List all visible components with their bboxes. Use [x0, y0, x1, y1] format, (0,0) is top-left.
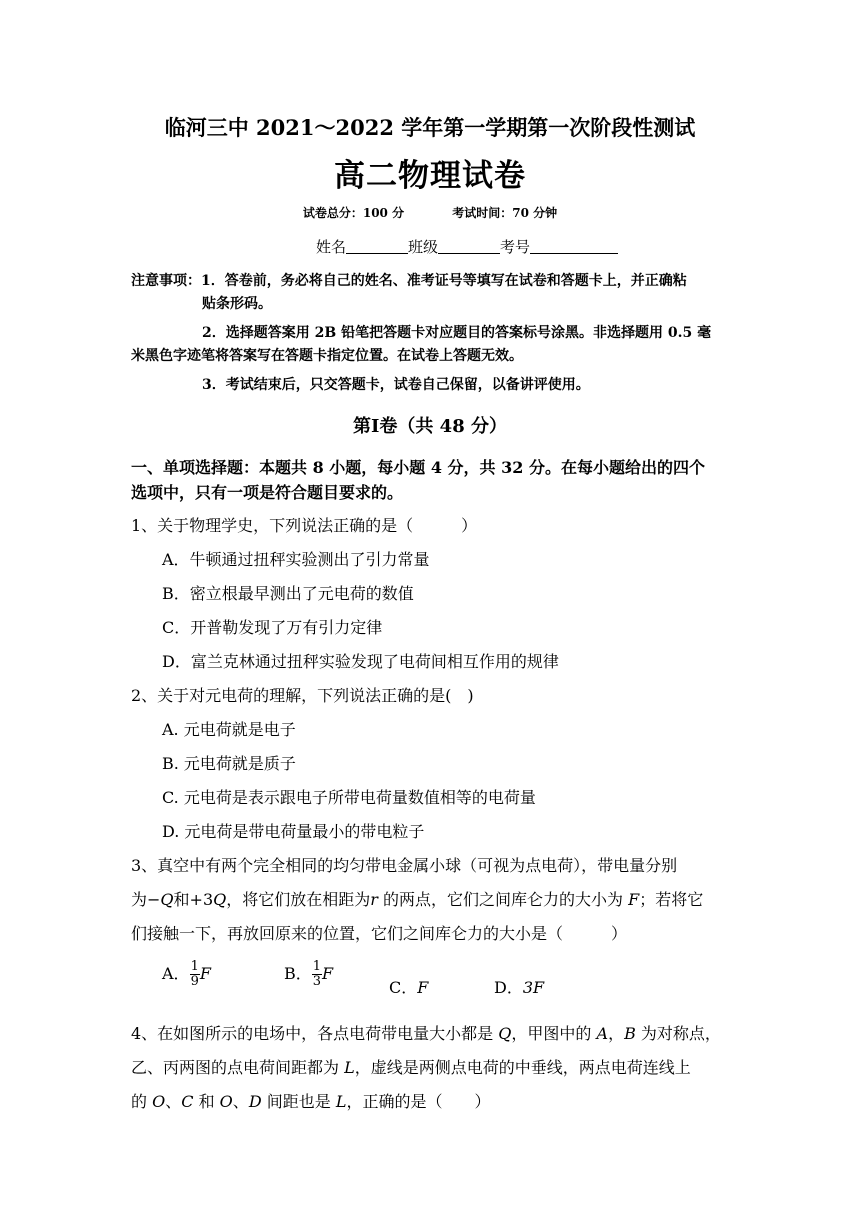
exam-time: 考试时间：70 分钟 — [452, 206, 558, 220]
q4-var-b: B — [624, 1024, 636, 1043]
q4-text: 的 — [131, 1092, 153, 1111]
q3-var-q: Q — [160, 890, 174, 909]
q4-var-l: L — [335, 1092, 347, 1111]
notice-item1-text: 1．答卷前，务必将自己的姓名、准考证号等填写在试卷和答题卡上，并正确粘 — [201, 273, 687, 289]
q4-var-c: C — [181, 1092, 194, 1111]
q3-option-c — [389, 975, 428, 998]
q1-option-c: C．开普勒发现了万有引力定律 — [162, 618, 383, 637]
fraction-numerator: 1 — [190, 959, 199, 974]
q3-text: 和+3 — [173, 890, 214, 909]
q4-text: 乙、丙两图的点电荷间距都为 — [131, 1058, 345, 1077]
q4-var-d: D — [248, 1092, 262, 1111]
class-label: 班级 — [408, 238, 439, 256]
notice-item2-a: 2．选择题答案用 2B 铅笔把答题卡对应题目的答案标号涂黑。非选择题用 0.5 毫 — [202, 325, 712, 341]
option-label: B． — [284, 964, 312, 983]
q4-text: 间距也是 — [261, 1092, 336, 1111]
section-one-b: 选项中，只有一项是符合题目要求的。 — [131, 483, 404, 502]
q4-text: ， — [608, 1024, 625, 1043]
q2-option-a: A. 元电荷就是电子 — [162, 720, 296, 739]
option-label: A． — [162, 964, 190, 983]
q3-option-d — [494, 975, 544, 998]
q4-text: ，甲图中的 — [511, 1024, 597, 1043]
part1-heading: 第Ⅰ卷（共 48 分） — [352, 416, 507, 437]
q3-var-f: F — [628, 890, 640, 909]
q4-text: 为对称点， — [635, 1024, 721, 1043]
student-id-line — [316, 236, 618, 257]
number-label: 考号 — [500, 238, 531, 256]
q3-var-q: Q — [213, 890, 227, 909]
q3-line3: 们接触一下，再放回原来的位置，它们之间库仑力的大小是（ ） — [131, 924, 628, 943]
q4-text: 、 — [232, 1092, 249, 1111]
q4-var-q: Q — [498, 1024, 512, 1043]
q4-text: 和 — [193, 1092, 220, 1111]
notice-label: 注意事项： — [131, 273, 201, 289]
q4-var-o: O — [219, 1092, 233, 1111]
q2-option-b: B. 元电荷就是质子 — [162, 754, 296, 773]
fraction — [190, 960, 200, 989]
q3-text: 为− — [131, 890, 161, 909]
q2-stem: 2、关于对元电荷的理解，下列说法正确的是( ) — [131, 686, 474, 705]
q3-line1: 3、真空中有两个完全相同的均匀带电金属小球（可视为点电荷），带电量分别 — [131, 856, 678, 875]
q3-text: 的两点，它们之间库仑力的大小为 — [377, 890, 629, 909]
q1-option-b: B．密立根最早测出了元电荷的数值 — [162, 584, 414, 603]
q4-text: 、 — [165, 1092, 182, 1111]
name-blank[interactable] — [346, 238, 408, 254]
q4-var-l: L — [344, 1058, 355, 1077]
q3-text: ；若将它 — [639, 890, 704, 909]
q3-option-a — [162, 960, 211, 989]
q2-option-d: D. 元电荷是带电荷量最小的带电粒子 — [162, 822, 425, 841]
q3-var-f: F — [199, 964, 211, 983]
exam-title: 高二物理试卷 — [334, 158, 526, 194]
fraction-numerator: 1 — [312, 959, 322, 974]
q1-stem: 1、关于物理学史，下列说法正确的是（ ） — [131, 516, 478, 535]
fraction-denominator: 9 — [190, 974, 199, 989]
q4-text: ，虚线是两侧点电荷的中垂线，两点电荷连线上 — [354, 1058, 691, 1077]
fraction-denominator: 3 — [312, 974, 322, 989]
section-one-a: 一、单项选择题：本题共 8 小题，每小题 4 分，共 32 分。在每小题给出的四个 — [131, 458, 705, 477]
q3-value-3f: 3F — [522, 978, 545, 997]
total-score: 试卷总分：100 分 — [302, 206, 405, 220]
q4-var-a: A — [596, 1024, 609, 1043]
school-exam-line: 临河三中 2021～2022 学年第一学期第一次阶段性测试 — [164, 115, 696, 140]
q4-line3 — [131, 1089, 490, 1112]
notice-item2-b: 米黑色字迹笔将答案写在答题卡指定位置。在试卷上答题无效。 — [131, 348, 523, 364]
q4-var-o: O — [152, 1092, 166, 1111]
number-blank[interactable] — [530, 238, 618, 254]
q3-text: ，将它们放在相距为 — [226, 890, 371, 909]
q4-text: ，正确的是（ ） — [346, 1092, 491, 1111]
q4-text: 4、在如图所示的电场中，各点电荷带电量大小都是 — [131, 1024, 499, 1043]
notice-item3: 3．考试结束后，只交答题卡，试卷自己保留，以备讲评使用。 — [202, 377, 590, 393]
q1-option-a: A．牛顿通过扭秤实验测出了引力常量 — [162, 550, 430, 569]
q4-line2 — [131, 1055, 691, 1078]
q3-var-r: r — [370, 890, 378, 909]
q3-option-b — [284, 960, 333, 989]
class-blank[interactable] — [438, 238, 500, 254]
q1-option-d: D．富兰克林通过扭秤实验发现了电荷间相互作用的规律 — [162, 652, 559, 671]
q2-option-c: C. 元电荷是表示跟电子所带电荷量数值相等的电荷量 — [162, 788, 536, 807]
q4-line1 — [131, 1021, 721, 1044]
notice-item1-b: 贴条形码。 — [202, 296, 272, 312]
name-label: 姓名 — [316, 238, 347, 256]
exam-meta — [0, 204, 860, 221]
option-label: C． — [389, 978, 418, 997]
q3-var-f: F — [417, 978, 429, 997]
q3-var-f: F — [322, 964, 334, 983]
q3-line2 — [131, 887, 703, 910]
notice-item1-a — [131, 270, 687, 292]
fraction — [312, 960, 322, 989]
option-label: D． — [494, 978, 523, 997]
